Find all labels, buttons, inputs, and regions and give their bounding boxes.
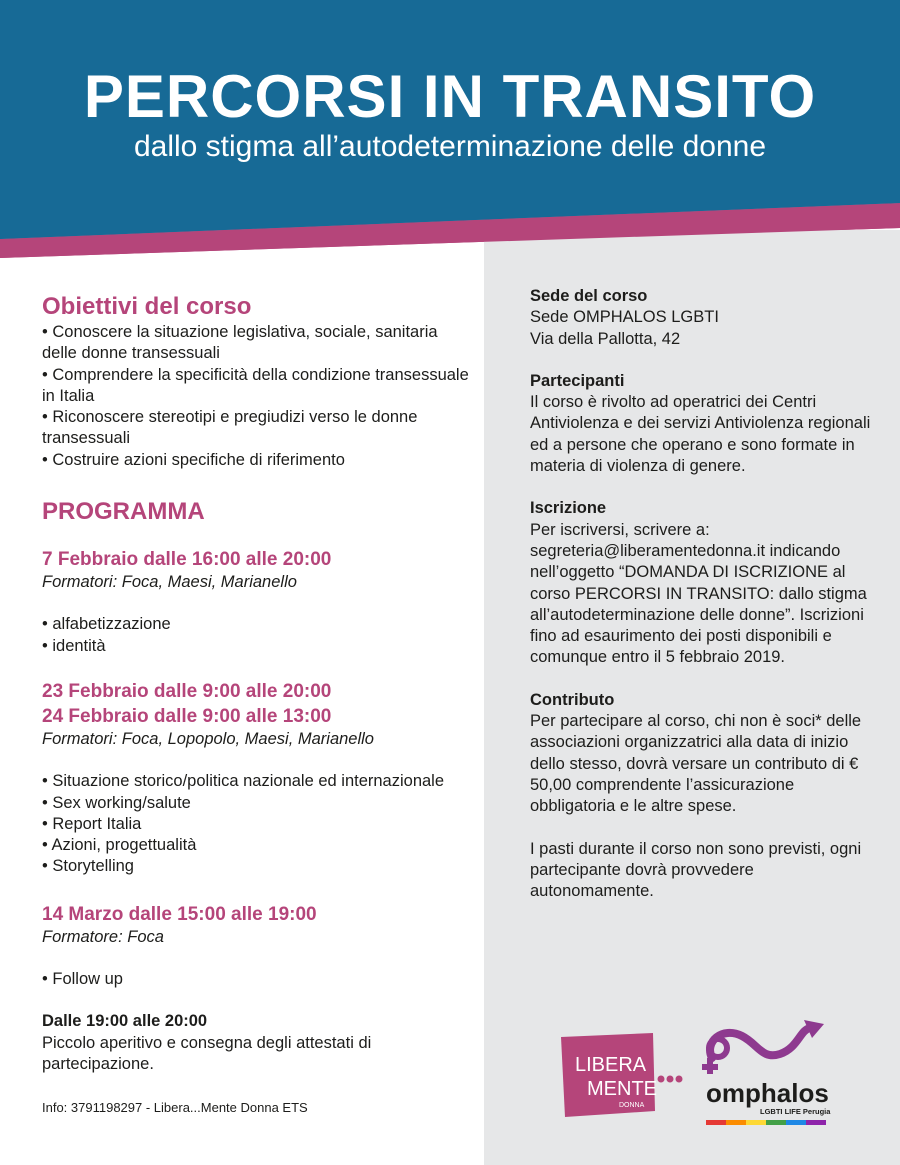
session-topic: • Follow up [42, 970, 123, 989]
svg-text:LGBTI LIFE Perugia: LGBTI LIFE Perugia [760, 1107, 831, 1116]
session-topic: • Report Italia [42, 814, 142, 833]
participants-text: Il corso è rivolto ad operatrici dei Centri Antiviolenza e dei servizi Antiviolenza regionali ed a persone che operano e sono formate in materia di violenza di genere. [530, 393, 871, 476]
session-topic: • Situazione storico/politica nazionale ed internazionale [42, 772, 445, 791]
omphalos-logo [700, 1020, 840, 1132]
session-topic: • Storytelling [42, 857, 134, 876]
objectives-heading: Obiettivi del corso [42, 293, 252, 320]
page-title: PERCORSI IN TRANSITO [83, 63, 817, 130]
session-date: 23 Febbraio dalle 9:00 alle 20:00 [42, 680, 332, 702]
closing-time: Dalle 19:00 alle 20:00 [42, 1012, 208, 1031]
band-overlay [0, 190, 900, 260]
session-trainers: Formatori: Foca, Maesi, Marianello [42, 573, 297, 592]
objective-item: • Comprendere la specificità della condizione transessuale in Italia [42, 365, 469, 405]
session-trainers: Formatori: Foca, Lopopolo, Maesi, Marianello [42, 729, 374, 748]
participants-title: Partecipanti [530, 371, 625, 390]
fee-text: Per partecipare al corso, chi non è soci* delle associazioni organizzatrici alla data di inizio dello stesso, dovrà versare un contributo di € 50,00 comprendente l’assicurazione obbligatoria e le altre spese. [530, 712, 862, 816]
objective-item: • Conoscere la situazione legislativa, sociale, sanitaria delle donne transessuali [42, 323, 438, 363]
session-topic: • Azioni, progettualità [42, 836, 197, 855]
fee-title: Contributo [530, 690, 615, 709]
session-date: 14 Marzo dalle 15:00 alle 19:00 [42, 903, 317, 925]
libera-mente-logo [561, 1033, 683, 1117]
session-date: 7 Febbraio dalle 16:00 alle 20:00 [42, 549, 332, 571]
session-date: 24 Febbraio dalle 9:00 alle 13:00 [42, 705, 332, 727]
program-column [42, 292, 472, 1117]
closing-text: Piccolo aperitivo e consegna degli attestati di partecipazione. [42, 1033, 372, 1073]
svg-text:omphalos: omphalos [706, 1078, 829, 1108]
session-trainers: Formatore: Foca [42, 927, 164, 946]
session-topic: • alfabetizzazione [42, 615, 171, 634]
svg-text:MENTE: MENTE [587, 1078, 657, 1100]
registration-title: Iscrizione [530, 499, 607, 518]
objective-item: • Costruire azioni specifiche di riferimento [42, 450, 345, 469]
venue-title: Sede del corso [530, 287, 648, 305]
venue-line: Via della Pallotta, 42 [530, 329, 681, 348]
details-column [530, 286, 880, 902]
contact-info: Info: 3791198297 - Libera...Mente Donna ETS [42, 1100, 308, 1116]
program-heading: PROGRAMMA [42, 498, 205, 526]
page-subtitle: dallo stigma all’autodeterminazione delle donne [133, 130, 767, 163]
venue-line: Sede OMPHALOS LGBTI [530, 308, 719, 327]
session-topic: • identità [42, 636, 106, 655]
meals-note: I pasti durante il corso non sono previsti, ogni partecipante dovrà provvedere autonomamente. [530, 839, 862, 901]
objective-item: • Riconoscere stereotipi e pregiudizi verso le donne transessuali [42, 408, 418, 448]
svg-text:LIBERA: LIBERA [575, 1054, 647, 1076]
registration-text: Per iscriversi, scrivere a: segreteria@liberamentedonna.it indicando nell’oggetto “DOMANDA DI ISCRIZIONE al corso PERCORSI IN TRANSITO: dallo stigma all’autodeterminazione delle donne”. Iscrizioni fino ad esaurimento dei posti disponibili e comunque entro il 5 febbraio 2019. [530, 520, 867, 667]
session-topic: • Sex working/salute [42, 793, 191, 812]
svg-text:DONNA: DONNA [619, 1102, 645, 1109]
